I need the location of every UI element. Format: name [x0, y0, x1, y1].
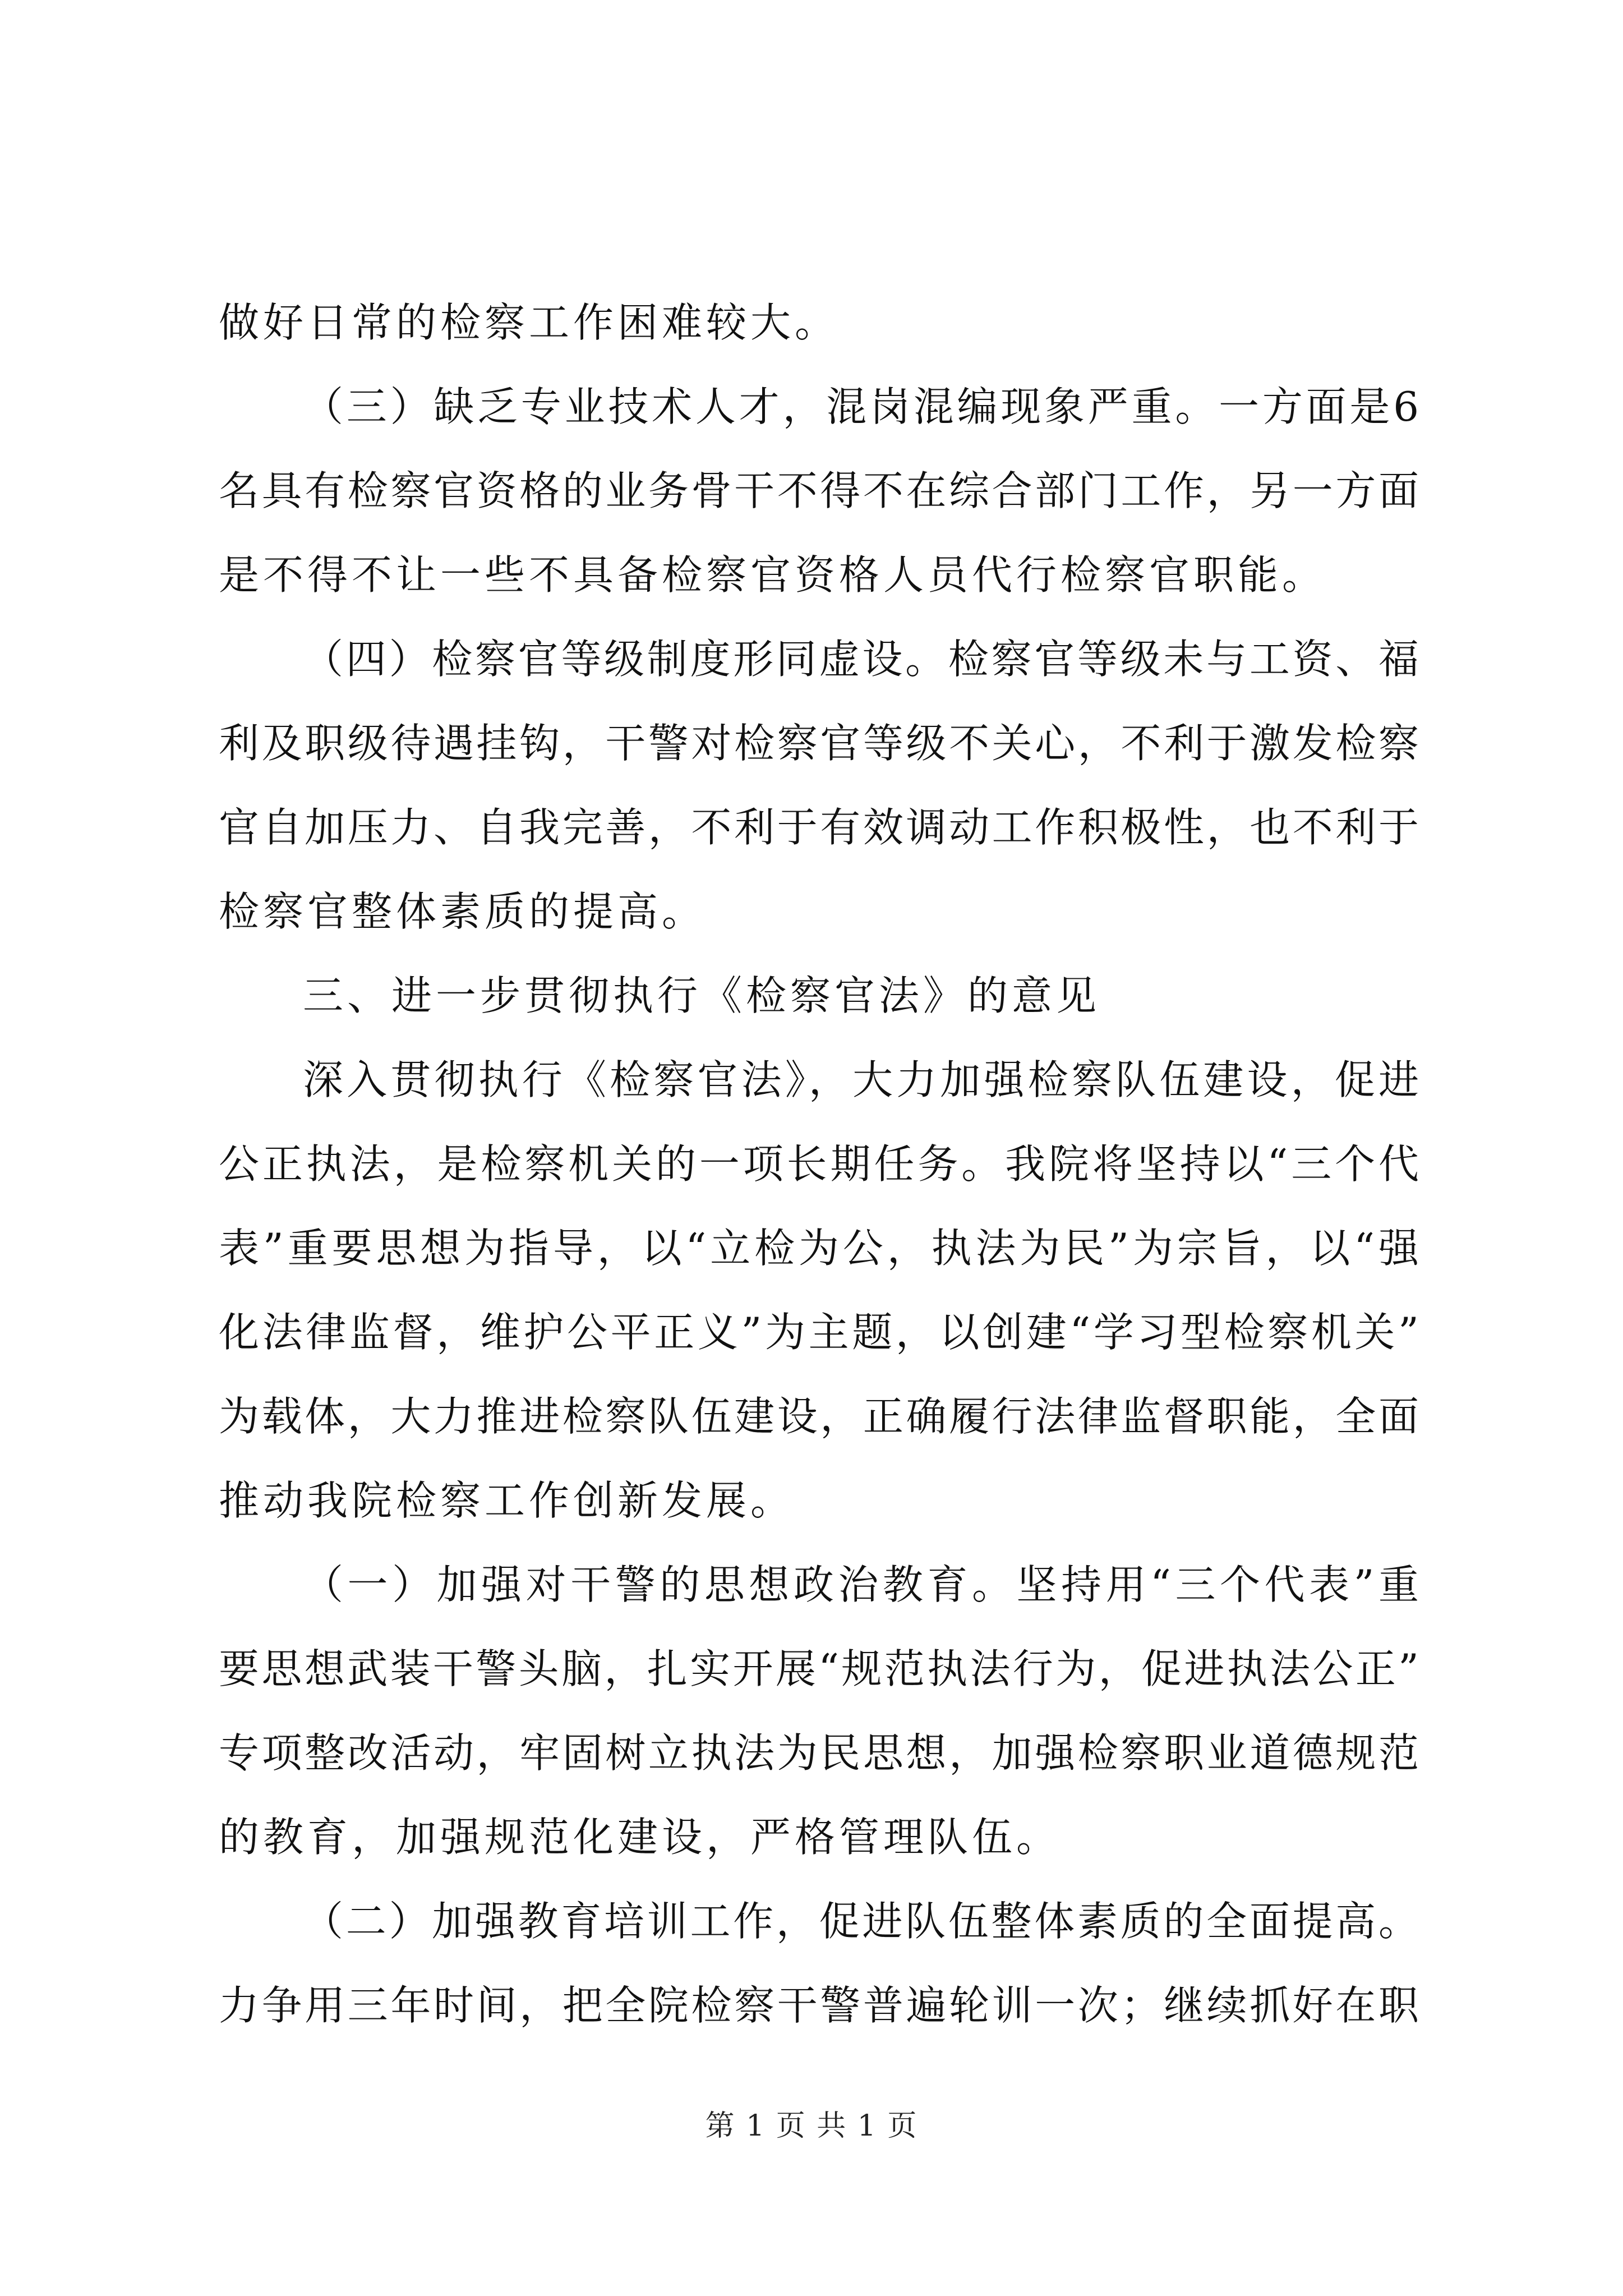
text-line-6: 利及职级待遇挂钩，干警对检察官等级不关心，不利于激发检察 — [219, 720, 1419, 767]
text-line-11: 公正执法，是检察机关的一项长期任务。我院将坚持以“三个代 — [219, 1140, 1419, 1188]
text-line-21: 力争用三年时间，把全院检察干警普遍轮训一次；继续抓好在职 — [219, 1982, 1419, 2029]
text-line-8: 检察官整体素质的提高。 — [219, 888, 707, 935]
text-line-15: 推动我院检察工作创新发展。 — [219, 1477, 795, 1524]
text-line-3: 名具有检察官资格的业务骨干不得不在综合部门工作，另一方面 — [219, 467, 1419, 514]
text-line-1: 做好日常的检察工作困难较大。 — [219, 299, 840, 346]
text-line-14: 为载体，大力推进检察队伍建设，正确履行法律监督职能，全面 — [219, 1393, 1419, 1440]
text-line-2: （三）缺乏专业技术人才，混岗混编现象严重。一方面是6 — [303, 383, 1419, 430]
text-line-5: （四）检察官等级制度形同虚设。检察官等级未与工资、福 — [303, 636, 1419, 683]
text-line-4: 是不得不让一些不具备检察官资格人员代行检察官职能。 — [219, 551, 1327, 599]
text-line-18: 专项整改活动，牢固树立执法为民思想，加强检察职业道德规范 — [219, 1729, 1419, 1777]
page-footer: 第 1 页 共 1 页 — [705, 2109, 918, 2143]
body-text — [219, 280, 1419, 2047]
text-line-17: 要思想武装干警头脑，扎实开展“规范执法行为，促进执法公正” — [219, 1645, 1419, 1692]
text-line-20: （二）加强教育培训工作，促进队伍整体素质的全面提高。 — [303, 1898, 1419, 1945]
section-heading: 三、进一步贯彻执行《检察官法》的意见 — [303, 972, 1101, 1019]
text-line-13: 化法律监督，维护公平正义”为主题，以创建“学习型检察机关” — [219, 1309, 1419, 1356]
text-line-10: 深入贯彻执行《检察官法》，大力加强检察队伍建设，促进 — [303, 1056, 1419, 1103]
text-line-19: 的教育，加强规范化建设，严格管理队伍。 — [219, 1814, 1061, 1861]
text-line-12: 表”重要思想为指导，以“立检为公，执法为民”为宗旨，以“强 — [219, 1225, 1419, 1272]
text-line-7: 官自加压力、自我完善，不利于有效调动工作积极性，也不利于 — [219, 804, 1419, 851]
text-line-16: （一）加强对干警的思想政治教育。坚持用“三个代表”重 — [303, 1561, 1419, 1608]
